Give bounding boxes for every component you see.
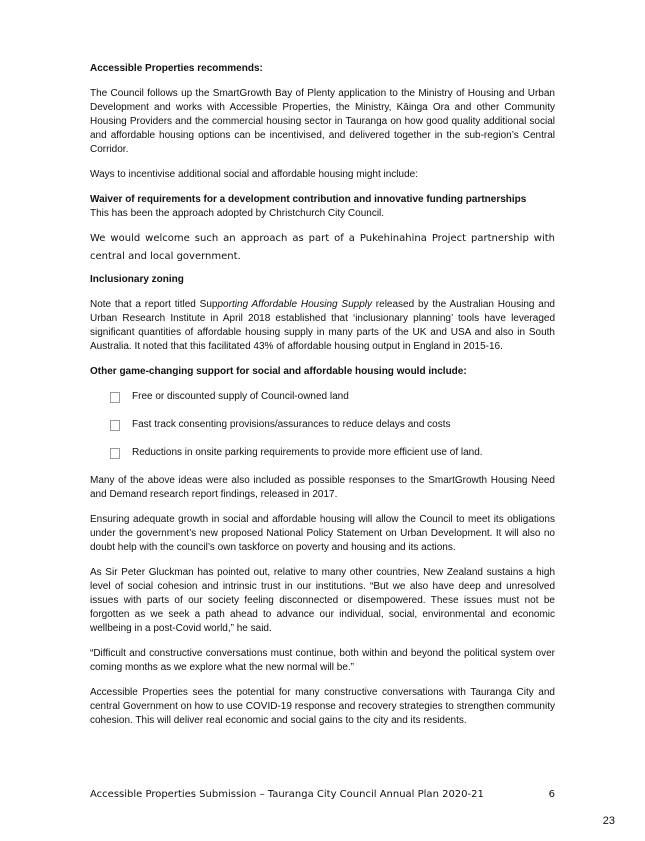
list-item [90,390,555,404]
bullet-box-icon [110,420,120,431]
list-item-text: Free or discounted supply of Council-owned land [132,391,349,402]
text-span: Note that a report titled Sup [90,299,218,310]
bullet-box-icon [110,448,120,459]
section-heading-other-support: Other game-changing support for social and affordable housing would include: [90,366,467,377]
section-heading-inclusionary: Inclusionary zoning [90,274,184,285]
paragraph: As Sir Peter Gluckman has pointed out, relative to many other countries, New Zealand sustains a high level of social cohesion and intrinsic trust in our institutions. “But we also have deep and unresolved issues with parts of our society feeling disconnected or disempowered. These issues must not be forgotten as we seek a path ahead to advance our individual, social, environmental and economic wellbeing in a post-Covid world,” he said. [90,567,555,634]
section-heading-recommends: Accessible Properties recommends: [90,63,263,74]
list-item [90,418,555,432]
document-body [90,62,555,728]
list-item-text: Fast track consenting provisions/assurances to reduce delays and costs [132,419,451,430]
bullet-box-icon [110,392,120,403]
paragraph: The Council follows up the SmartGrowth Bay of Plenty application to the Ministry of Housing and Urban Development and works with Accessible Properties, the Ministry, Kāinga Ora and other Community Housing Providers and the commercial housing sector in Tauranga on how good quality additional social and affordable housing options can be incentivised, and delivered together in the sub-region’s Central Corridor. [90,88,555,155]
paragraph: Ways to incentivise additional social and affordable housing might include: [90,169,418,180]
footer-page-number: 6 [548,789,555,800]
paragraph: Accessible Properties sees the potential for many constructive conversations with Tauranga City and central Government on how to use COVID-19 response and recovery strategies to strengthen community cohesion. This will deliver real economic and social gains to the city and its residents. [90,687,555,726]
paragraph: Ensuring adequate growth in social and affordable housing will allow the Council to meet its obligations under the government’s new proposed National Policy Statement on Urban Development. It will also no doubt help with the council’s own taskforce on poverty and housing and its actions. [90,514,555,553]
paragraph: We would welcome such an approach as part of a Pukehinahina Project partnership with central and local government. [90,233,555,262]
page-footer [90,789,555,800]
paragraph-report [90,298,555,354]
footer-title: Accessible Properties Submission – Tauranga City Council Annual Plan 2020-21 [90,789,484,800]
text-span: released by the Australian Housing and Urban Research Institute in April 2018 established that ‘inclusionary planning’ tools have leveraged significant quantities of affordable housing supply in many parts of the UK and USA and also in South Australia. It noted that this facilitated 43% of affordable housing output in England in 2015-16. [90,299,555,352]
paragraph: Many of the above ideas were also included as possible responses to the SmartGrowth Housing Need and Demand research report findings, released in 2017. [90,475,555,500]
section-heading-waiver: Waiver of requirements for a development contribution and innovative funding partnerships [90,194,527,205]
page-number: 23 [602,815,615,827]
list-item-text: Reductions in onsite parking requirements to provide more efficient use of land. [132,447,483,458]
paragraph: This has been the approach adopted by Christchurch City Council. [90,208,385,219]
report-title: porting Affordable Housing Supply [217,299,372,310]
list-item [90,446,555,460]
paragraph: “Difficult and constructive conversations must continue, both within and beyond the political system over coming months as we explore what the new normal will be.” [90,648,555,673]
bullet-list [90,390,555,460]
